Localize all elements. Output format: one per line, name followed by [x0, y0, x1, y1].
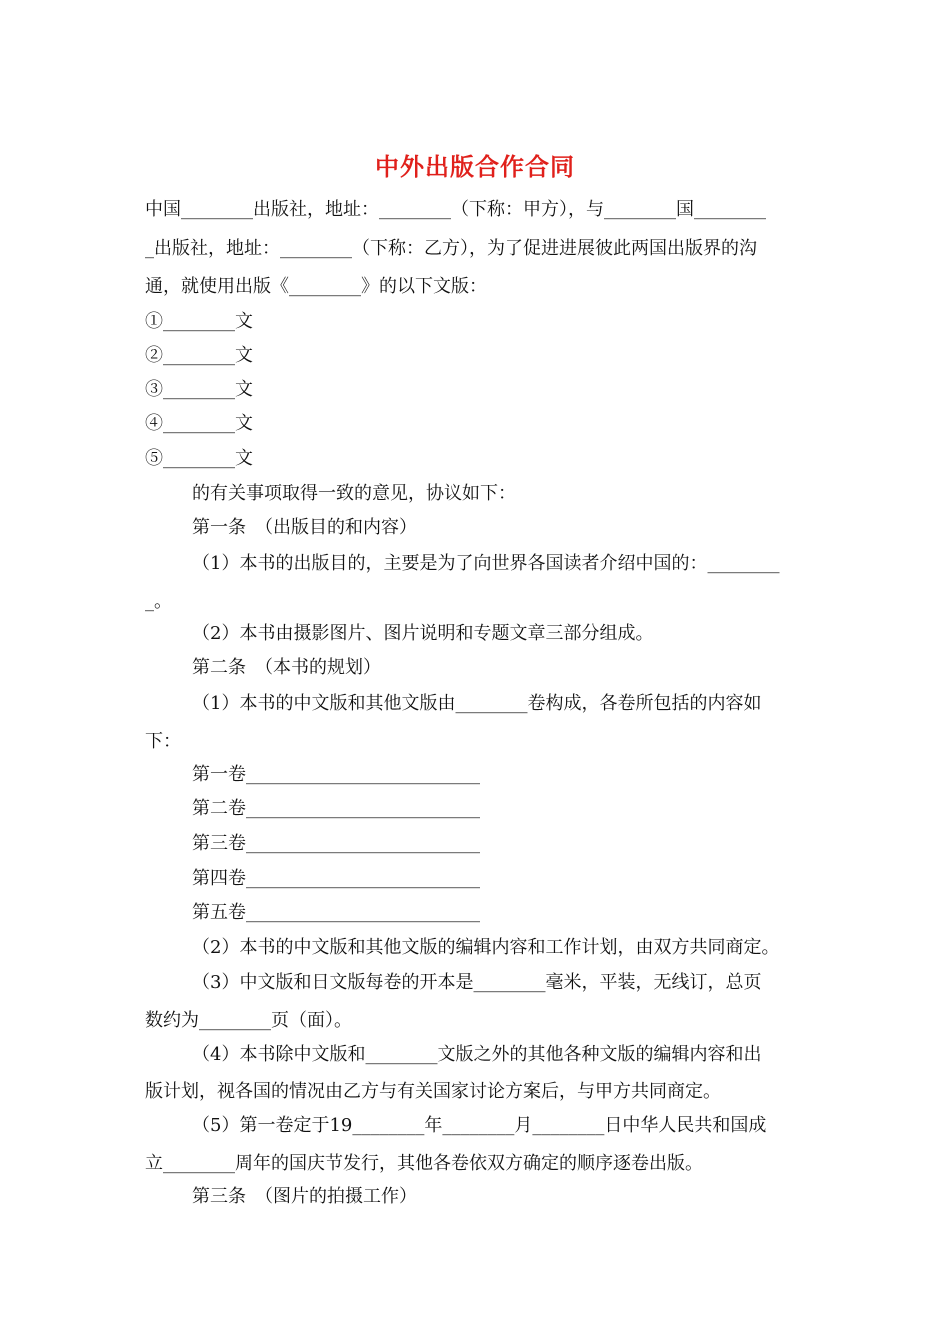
text-line: 数约为________页（面）。	[145, 1010, 352, 1031]
text-line: 版计划，视各国的情况由乙方与有关国家讨论方案后，与甲方共同商定。	[145, 1081, 721, 1102]
text-line: ⑤________文	[145, 448, 253, 469]
text-line: （3）中文版和日文版每卷的开本是________毫米，平装，无线订，总页	[192, 972, 762, 993]
article-heading: 第一条 （出版目的和内容）	[192, 517, 417, 538]
volume-line: 第二卷__________________________	[192, 798, 480, 819]
text-line: 的有关事项取得一致的意见，协议如下：	[192, 483, 516, 504]
text-line: ③________文	[145, 379, 253, 400]
volume-line: 第五卷__________________________	[192, 902, 480, 923]
text-line: ④________文	[145, 413, 253, 434]
volume-line: 第三卷__________________________	[192, 833, 480, 854]
article-heading: 第二条 （本书的规划）	[192, 657, 381, 678]
volume-line: 第四卷__________________________	[192, 868, 480, 889]
text-line: （2）本书的中文版和其他文版的编辑内容和工作计划，由双方共同商定。	[192, 937, 780, 958]
text-line: 下：	[145, 731, 181, 752]
text-line: （4）本书除中文版和________文版之外的其他各种文版的编辑内容和出	[192, 1044, 762, 1065]
text-line: （1）本书的中文版和其他文版由________卷构成，各卷所包括的内容如	[192, 693, 762, 714]
text-line: ②________文	[145, 345, 253, 366]
text-line: （1）本书的出版目的，主要是为了向世界各国读者介绍中国的：________	[192, 553, 780, 574]
text-line: （2）本书由摄影图片、图片说明和专题文章三部分组成。	[192, 623, 654, 644]
text-line: _。	[145, 591, 172, 612]
document-title: 中外出版合作合同	[375, 152, 575, 181]
text-line: 立________周年的国庆节发行，其他各卷依双方确定的顺序逐卷出版。	[145, 1153, 703, 1174]
text-line: ①________文	[145, 311, 253, 332]
volume-line: 第一卷__________________________	[192, 764, 480, 785]
text-line: 通，就使用出版《________》的以下文版：	[145, 276, 487, 297]
text-line: _出版社，地址：________（下称：乙方），为了促进进展彼此两国出版界的沟	[145, 238, 757, 259]
text-line: 中国________出版社，地址：________（下称：甲方），与________国________	[145, 199, 766, 220]
text-line: （5）第一卷定于19________年________月________日中华人民共和国成	[192, 1115, 767, 1136]
article-heading: 第三条 （图片的拍摄工作）	[192, 1186, 417, 1207]
